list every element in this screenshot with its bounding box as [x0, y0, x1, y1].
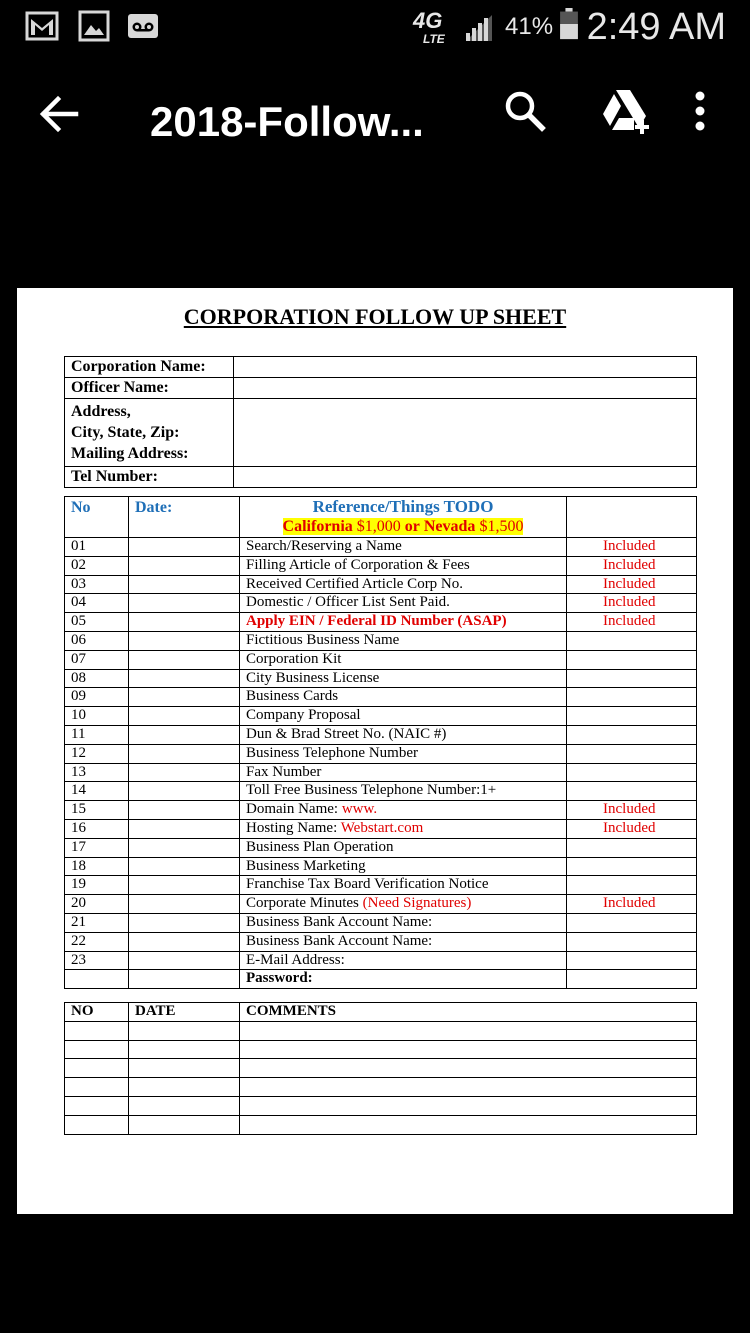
comment-row [65, 1040, 697, 1059]
todo-no: 01 [65, 538, 129, 557]
todo-status [567, 707, 697, 726]
comment-cell [65, 1096, 129, 1115]
app-bar [0, 56, 750, 166]
todo-item: Corporation Kit [240, 650, 567, 669]
todo-date [129, 538, 240, 557]
todo-date [129, 669, 240, 688]
todo-date [129, 782, 240, 801]
todo-item: Filling Article of Corporation & Fees [240, 556, 567, 575]
todo-no: 17 [65, 838, 129, 857]
clock: 2:49 AM [586, 6, 726, 48]
info-label: Mailing Address: [71, 445, 189, 462]
comment-cell [129, 1040, 240, 1059]
comment-row [65, 1021, 697, 1040]
todo-row [65, 556, 697, 575]
todo-no: 10 [65, 707, 129, 726]
todo-row [65, 838, 697, 857]
todo-date [129, 876, 240, 895]
todo-status: Included [567, 801, 697, 820]
todo-no: 05 [65, 613, 129, 632]
todo-row [65, 631, 697, 650]
comments-table [64, 1002, 697, 1135]
todo-item: Business Marketing [240, 857, 567, 876]
todo-status [567, 970, 697, 989]
battery-icon [558, 8, 580, 40]
todo-row [65, 932, 697, 951]
todo-date [129, 556, 240, 575]
info-value [234, 399, 697, 467]
todo-no: 03 [65, 575, 129, 594]
todo-row [65, 857, 697, 876]
todo-item: Hosting Name: Webstart.com [240, 819, 567, 838]
todo-no: 19 [65, 876, 129, 895]
col-header-status [567, 497, 697, 538]
todo-row [65, 951, 697, 970]
voicemail-icon [126, 10, 160, 42]
corporation-info-table [64, 356, 697, 488]
todo-status: Included [567, 594, 697, 613]
todo-row [65, 650, 697, 669]
todo-table [64, 496, 697, 989]
todo-no: 02 [65, 556, 129, 575]
status-bar [0, 0, 750, 56]
info-value [234, 378, 697, 399]
todo-row [65, 613, 697, 632]
sheet-title: CORPORATION FOLLOW UP SHEET [183, 304, 567, 329]
comment-cell [240, 1115, 697, 1134]
todo-status [567, 932, 697, 951]
todo-date [129, 650, 240, 669]
todo-date [129, 744, 240, 763]
todo-item: Company Proposal [240, 707, 567, 726]
todo-date [129, 631, 240, 650]
todo-item: Fax Number [240, 763, 567, 782]
info-label: Tel Number: [65, 467, 234, 488]
todo-no: 22 [65, 932, 129, 951]
comment-row [65, 1078, 697, 1097]
comment-row [65, 1115, 697, 1134]
todo-date [129, 895, 240, 914]
todo-no: 12 [65, 744, 129, 763]
todo-status: Included [567, 556, 697, 575]
todo-date [129, 613, 240, 632]
network-type: 4G LTE [413, 8, 445, 46]
todo-row [65, 575, 697, 594]
todo-row [65, 763, 697, 782]
todo-date [129, 725, 240, 744]
comment-row [65, 1059, 697, 1078]
todo-item: Password: [240, 970, 567, 989]
comment-row [65, 1096, 697, 1115]
todo-row [65, 801, 697, 820]
signal-icon [462, 12, 494, 44]
todo-status: Included [567, 895, 697, 914]
todo-status [567, 782, 697, 801]
todo-status: Included [567, 819, 697, 838]
todo-item: Business Bank Account Name: [240, 913, 567, 932]
search-icon[interactable] [500, 86, 550, 136]
todo-date [129, 857, 240, 876]
comment-cell [240, 1021, 697, 1040]
todo-no: 13 [65, 763, 129, 782]
todo-date [129, 951, 240, 970]
todo-item: Dun & Brad Street No. (NAIC #) [240, 725, 567, 744]
todo-row [65, 782, 697, 801]
info-value [234, 467, 697, 488]
todo-item: Business Telephone Number [240, 744, 567, 763]
todo-item: Business Bank Account Name: [240, 932, 567, 951]
todo-status [567, 876, 697, 895]
todo-date [129, 763, 240, 782]
comments-header-row [65, 1003, 697, 1022]
todo-status [567, 650, 697, 669]
todo-item: Corporate Minutes (Need Signatures) [240, 895, 567, 914]
todo-item: Business Cards [240, 688, 567, 707]
todo-date [129, 932, 240, 951]
gmail-icon [25, 10, 59, 42]
todo-item: E-Mail Address: [240, 951, 567, 970]
comment-cell [240, 1059, 697, 1078]
battery-percent: 41% [505, 13, 554, 40]
todo-no [65, 970, 129, 989]
todo-status: Included [567, 538, 697, 557]
info-value [234, 357, 697, 378]
todo-no: 15 [65, 801, 129, 820]
back-arrow-icon[interactable] [32, 86, 88, 142]
todo-no: 04 [65, 594, 129, 613]
document-page [17, 288, 733, 1214]
todo-no: 23 [65, 951, 129, 970]
todo-no: 20 [65, 895, 129, 914]
todo-date [129, 838, 240, 857]
todo-no: 14 [65, 782, 129, 801]
todo-no: 06 [65, 631, 129, 650]
todo-item: City Business License [240, 669, 567, 688]
todo-header-row [65, 497, 697, 538]
todo-status [567, 669, 697, 688]
more-vert-icon[interactable] [686, 86, 714, 136]
col-header-date: Date: [129, 497, 240, 538]
price-line [240, 517, 566, 537]
comment-cell [65, 1021, 129, 1040]
todo-date [129, 970, 240, 989]
todo-row [65, 895, 697, 914]
comment-cell [129, 1115, 240, 1134]
info-label-address [65, 399, 234, 467]
price-highlight: California $1,000 or Nevada $1,500 [282, 518, 524, 535]
comment-cell [129, 1096, 240, 1115]
comment-cell [129, 1059, 240, 1078]
todo-item: Business Plan Operation [240, 838, 567, 857]
todo-status [567, 857, 697, 876]
todo-status [567, 725, 697, 744]
info-label: Address, [71, 403, 131, 420]
comment-cell [65, 1115, 129, 1134]
comment-cell [240, 1078, 697, 1097]
comment-cell [129, 1021, 240, 1040]
todo-date [129, 801, 240, 820]
todo-row [65, 669, 697, 688]
todo-item: Domestic / Officer List Sent Paid. [240, 594, 567, 613]
todo-date [129, 707, 240, 726]
todo-row [65, 970, 697, 989]
todo-row [65, 538, 697, 557]
info-label: Officer Name: [65, 378, 234, 399]
todo-no: 08 [65, 669, 129, 688]
todo-item: Domain Name: www. [240, 801, 567, 820]
comment-cell [65, 1078, 129, 1097]
todo-item: Received Certified Article Corp No. [240, 575, 567, 594]
todo-status: Included [567, 575, 697, 594]
todo-item: Toll Free Business Telephone Number:1+ [240, 782, 567, 801]
todo-status [567, 951, 697, 970]
todo-status: Included [567, 613, 697, 632]
info-label: Corporation Name: [65, 357, 234, 378]
todo-no: 09 [65, 688, 129, 707]
todo-item: Apply EIN / Federal ID Number (ASAP) [240, 613, 567, 632]
document-title: 2018-Follow... [150, 98, 424, 145]
todo-no: 07 [65, 650, 129, 669]
todo-row [65, 819, 697, 838]
todo-status [567, 631, 697, 650]
todo-item: Search/Reserving a Name [240, 538, 567, 557]
todo-no: 21 [65, 913, 129, 932]
todo-no: 18 [65, 857, 129, 876]
todo-row [65, 744, 697, 763]
comment-cell [240, 1096, 697, 1115]
reference-heading: Reference/Things TODO [312, 497, 494, 516]
drive-add-icon[interactable] [598, 86, 654, 136]
todo-row [65, 707, 697, 726]
todo-date [129, 594, 240, 613]
col-header-no: NO [65, 1003, 129, 1022]
todo-date [129, 819, 240, 838]
info-label: City, State, Zip: [71, 424, 180, 441]
comment-cell [240, 1040, 697, 1059]
col-header-no: No [65, 497, 129, 538]
col-header-reference [240, 497, 567, 538]
col-header-comments: COMMENTS [240, 1003, 697, 1022]
todo-no: 16 [65, 819, 129, 838]
todo-row [65, 594, 697, 613]
todo-date [129, 688, 240, 707]
todo-item: Franchise Tax Board Verification Notice [240, 876, 567, 895]
todo-status [567, 744, 697, 763]
todo-status [567, 763, 697, 782]
col-header-date: DATE [129, 1003, 240, 1022]
todo-item: Fictitious Business Name [240, 631, 567, 650]
todo-date [129, 575, 240, 594]
todo-date [129, 913, 240, 932]
todo-status [567, 688, 697, 707]
todo-status [567, 838, 697, 857]
gallery-icon [78, 10, 110, 42]
todo-row [65, 688, 697, 707]
todo-row [65, 913, 697, 932]
todo-row [65, 725, 697, 744]
comment-cell [129, 1078, 240, 1097]
todo-row [65, 876, 697, 895]
comment-cell [65, 1059, 129, 1078]
todo-no: 11 [65, 725, 129, 744]
todo-status [567, 913, 697, 932]
comment-cell [65, 1040, 129, 1059]
